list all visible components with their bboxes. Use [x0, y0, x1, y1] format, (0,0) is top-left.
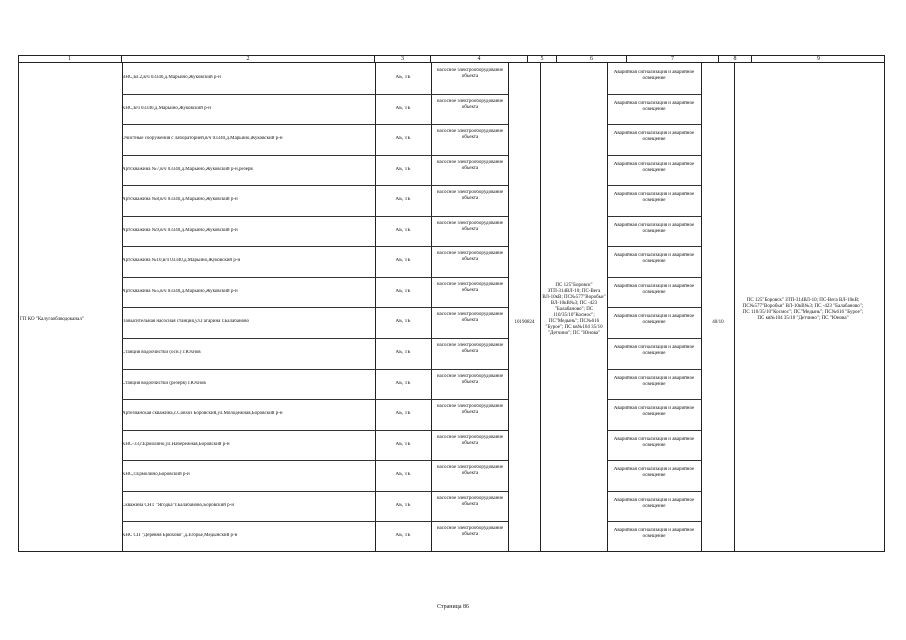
col-divider — [540, 63, 541, 552]
category: АБ, ТБ — [395, 411, 411, 417]
row-divider — [375, 460, 431, 461]
category: АБ, ТБ — [395, 166, 411, 172]
measure: Аварийная сигнализация и аварийное освещение — [613, 222, 695, 234]
category: АБ, ТБ — [395, 197, 411, 203]
measure: Аварийная сигнализация и аварийное освещение — [613, 528, 695, 540]
category: АБ, ТБ — [395, 105, 411, 111]
object-name: Артскважина №5,в/ч 03340,д.Марьино,Жуковский р-н — [122, 288, 238, 294]
equipment: насосное электрооборудование объекта — [436, 190, 504, 202]
row-divider — [607, 246, 701, 247]
row-divider — [375, 521, 431, 522]
category: АБ, ТБ — [395, 350, 411, 356]
measure: Аварийная сигнализация и аварийное освещение — [613, 161, 695, 173]
equipment: насосное электрооборудование объекта — [436, 98, 504, 110]
equipment: насосное электрооборудование объекта — [436, 129, 504, 141]
category: АБ, ТБ — [395, 136, 411, 142]
measure: Аварийная сигнализация и аварийное освещение — [613, 314, 695, 326]
row-divider — [375, 94, 431, 95]
measure: Аварийная сигнализация и аварийное освещение — [613, 436, 695, 448]
row-divider — [607, 521, 701, 522]
col8-value: 40/10 — [712, 320, 724, 325]
row-divider — [607, 430, 701, 431]
row-divider — [607, 124, 701, 125]
row-divider — [122, 491, 375, 492]
row-divider — [431, 277, 508, 278]
measure: Аварийная сигнализация и аварийное освещение — [613, 253, 695, 265]
page-number: Страница 86 — [436, 604, 470, 610]
measure: Аварийная сигнализация и аварийное освещение — [613, 375, 695, 387]
object-name: ВНС,вл.2,в/ч 03340,д.Марьино,Жуковский р-н — [122, 75, 221, 80]
category: АБ, ТБ — [395, 258, 411, 264]
header-col-7: 7 — [627, 55, 719, 63]
row-divider — [122, 155, 375, 156]
row-divider — [607, 277, 701, 278]
row-divider — [431, 94, 508, 95]
table-header — [18, 55, 885, 63]
row-divider — [431, 216, 508, 217]
row-divider — [607, 185, 701, 186]
equipment: насосное электрооборудование объекта — [436, 251, 504, 263]
row-divider — [607, 460, 701, 461]
col6-substations: ПС 125"Боровск" ЗТП-314ВЛ-10; ПС-Вега ВЛ-10кВ; ПС№577"Воробьи" ВЛ-10кВ№3; ПС -423 "Балабаново"; ПС 110/35/10"Космос"; ПС"Медынь"; ПС№616 "Бурое"; ПС кв№104 35/10 "Детчино"; ПС "Юнова" — [542, 283, 606, 336]
equipment: насосное электрооборудование объекта — [436, 220, 504, 232]
row-divider — [122, 277, 375, 278]
measure: Аварийная сигнализация и аварийное освещение — [613, 497, 695, 509]
measure: Аварийная сигнализация и аварийное освещение — [613, 406, 695, 418]
row-divider — [122, 460, 375, 461]
equipment: насосное электрооборудование объекта — [436, 281, 504, 293]
equipment: насосное электрооборудование объекта — [436, 343, 504, 355]
row-divider — [375, 185, 431, 186]
row-divider — [431, 369, 508, 370]
equipment: насосное электрооборудование объекта — [436, 495, 504, 507]
row-divider — [375, 430, 431, 431]
row-divider — [607, 155, 701, 156]
org-name: ГП КО "Калугаоблводоканал" — [20, 317, 84, 322]
row-divider — [375, 124, 431, 125]
row-divider — [122, 216, 375, 217]
row-divider — [375, 246, 431, 247]
row-divider — [431, 430, 508, 431]
row-divider — [607, 94, 701, 95]
measure: Аварийная сигнализация и аварийное освещение — [613, 100, 695, 112]
row-divider — [431, 521, 508, 522]
row-divider — [431, 491, 508, 492]
col-divider — [701, 63, 702, 552]
row-divider — [375, 216, 431, 217]
row-divider — [431, 338, 508, 339]
row-divider — [122, 185, 375, 186]
object-name: Артскважина №9,в/ч 03340,д.Марьино,Жуковский р-н — [122, 227, 238, 233]
col-divider — [734, 63, 735, 552]
row-divider — [607, 307, 701, 308]
header-col-9: 9 — [817, 56, 820, 62]
row-divider — [431, 246, 508, 247]
row-divider — [122, 246, 375, 247]
row-divider — [431, 185, 508, 186]
measure: Аварийная сигнализация и аварийное освещение — [613, 70, 695, 81]
row-divider — [607, 491, 701, 492]
equipment: насосное электрооборудование объекта — [436, 434, 504, 446]
row-divider — [122, 307, 375, 308]
row-divider — [375, 369, 431, 370]
measure: Аварийная сигнализация и аварийное освещение — [613, 192, 695, 204]
row-divider — [375, 491, 431, 492]
category: АБ, ТБ — [395, 227, 411, 233]
equipment: насосное электрооборудование объекта — [436, 68, 504, 79]
equipment: насосное электрооборудование объекта — [436, 373, 504, 385]
header-col-5: 5 — [528, 55, 557, 63]
row-divider — [431, 155, 508, 156]
equipment: насосное электрооборудование объекта — [436, 404, 504, 416]
col-divider — [508, 63, 509, 552]
measure: Аварийная сигнализация и аварийное освещение — [613, 467, 695, 479]
object-name: Очистные сооружения с лабораторией,в/ч 03340,д.Марьино,Жуковский р-н — [122, 136, 283, 142]
object-name: Станция водоочистки (осн.) г.Юхнов — [122, 350, 201, 356]
col9-substations: ПС 125"Боровск" ЗТП-314ВЛ-10; ПС-Вега ВЛ-10кВ; ПС№577"Воробьи" ВЛ-10кВ№3; ПС -423 "Балабаново"; ПС 110/35/10"Космос"; ПС"Медынь"; ПС№616 "Бурое"; ПС кв№104 35/10 "Детчино"; ПС "Юнова" — [742, 298, 864, 321]
measure: Аварийная сигнализация и аварийное освещение — [613, 345, 695, 357]
object-name: Артскважина №8,в/ч 03340,д.Марьино,Жуковский р-н — [122, 197, 238, 203]
header-col-2: 2 — [122, 55, 375, 63]
row-divider — [375, 307, 431, 308]
row-divider — [375, 399, 431, 400]
header-col-6: 6 — [557, 55, 627, 63]
row-divider — [122, 338, 375, 339]
object-name: Станция водоочистки (резерв) г.Юхнов — [122, 380, 206, 386]
col5-value: 10190824 — [514, 320, 535, 325]
row-divider — [122, 94, 375, 95]
measure: Аварийная сигнализация и аварийное освещение — [613, 283, 695, 295]
header-col-3: 3 — [375, 55, 431, 63]
category: АБ, ТБ — [395, 380, 411, 386]
category: АБ, ТБ — [395, 502, 411, 508]
row-divider — [122, 369, 375, 370]
header-col-1: 1 — [18, 55, 122, 63]
category: АБ, ТБ — [395, 75, 411, 80]
object-name: Скважина СНТ "Ягодка"г.Балабаново,Боровский р-н — [122, 502, 235, 508]
row-divider — [375, 155, 431, 156]
object-name: Артскважина №10,в/ч 03340,д.Марьино,Жуковский р-н — [122, 258, 241, 264]
category: АБ, ТБ — [395, 288, 411, 294]
header-col-4: 4 — [431, 55, 528, 63]
row-divider — [431, 399, 508, 400]
object-name: КНС-33,г.Ермолино,ул.Набережная,Боровский р-н — [122, 441, 230, 447]
row-divider — [607, 399, 701, 400]
category: АБ, ТБ — [395, 533, 411, 539]
row-divider — [607, 369, 701, 370]
row-divider — [375, 338, 431, 339]
row-divider — [431, 460, 508, 461]
row-divider — [122, 430, 375, 431]
object-name: КНС,г.Ермолино,Боровский р-н — [122, 472, 190, 478]
equipment: насосное электрооборудование объекта — [436, 159, 504, 171]
object-name: КНС СП "Деревня Брюхово",д.Егорье,Медынский р-н — [122, 533, 238, 539]
equipment: насосное электрооборудование объекта — [436, 312, 504, 324]
category: АБ, ТБ — [395, 319, 411, 325]
object-name: Артскважина №7,в/ч 03340,д.Марьино,Жуковский р-н,резерв — [122, 166, 253, 172]
header-col-8: 8 — [719, 55, 752, 63]
row-divider — [431, 307, 508, 308]
row-divider — [122, 521, 375, 522]
object-name: Артезианская скважина,с.Совхоз Боровский,ул.Молодежная,Боровский р-н — [122, 411, 283, 417]
row-divider — [375, 277, 431, 278]
category: АБ, ТБ — [395, 472, 411, 478]
row-divider — [122, 399, 375, 400]
category: АБ, ТБ — [395, 441, 411, 447]
object-name: КНС,в/ч 03340,д.Марьино,Жуковский р-н — [122, 105, 211, 111]
row-divider — [431, 124, 508, 125]
row-divider — [607, 216, 701, 217]
measure: Аварийная сигнализация и аварийное освещение — [613, 131, 695, 143]
equipment: насосное электрооборудование объекта — [436, 526, 504, 538]
row-divider — [122, 124, 375, 125]
equipment: насосное электрооборудование объекта — [436, 465, 504, 477]
row-divider — [607, 338, 701, 339]
object-name: Повысительная насосная станция,ул.Гагарина г.Балабаново — [122, 319, 249, 325]
